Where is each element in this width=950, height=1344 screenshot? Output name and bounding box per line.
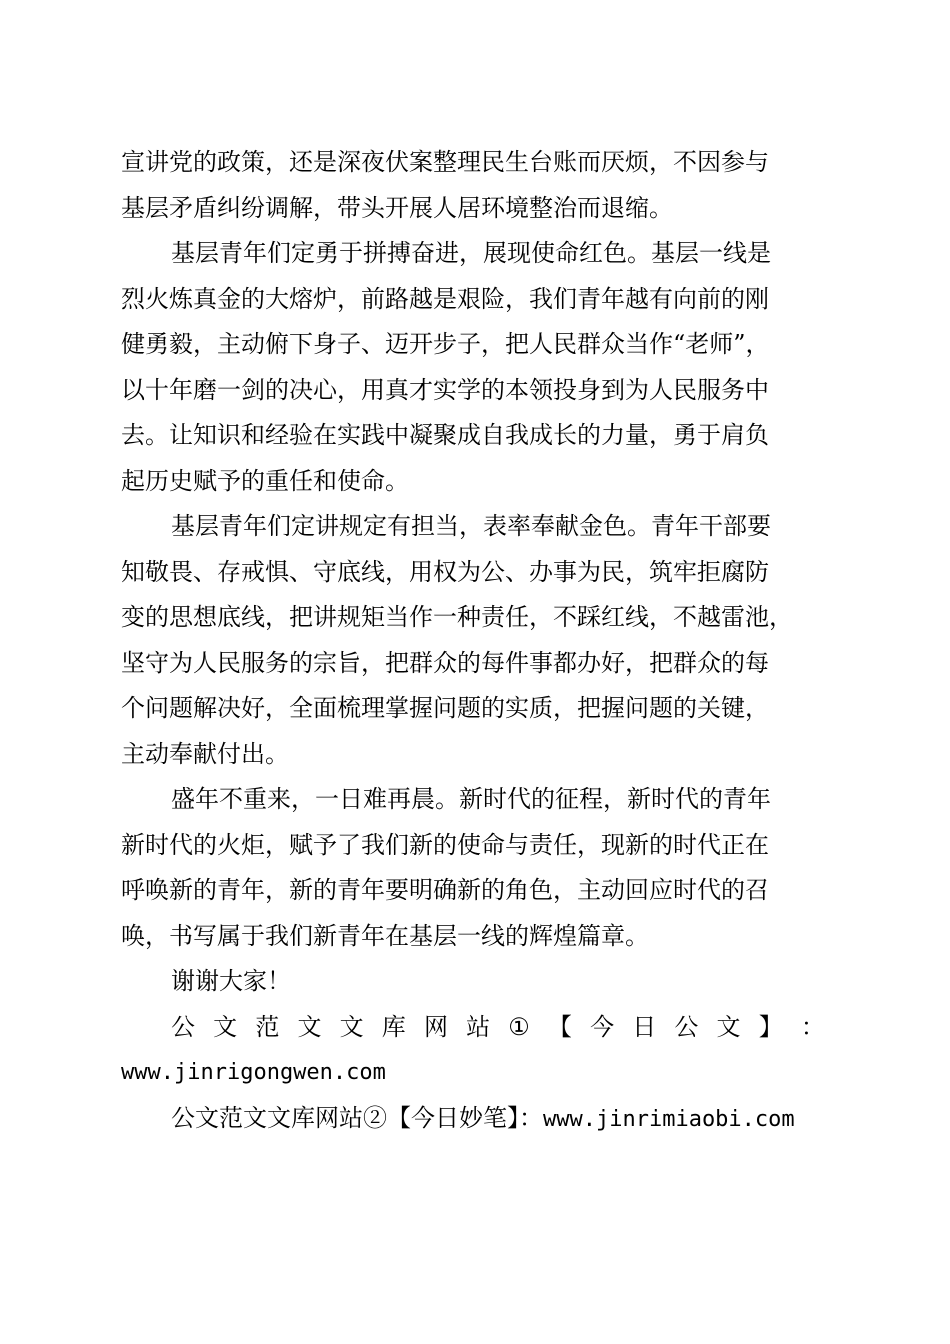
paragraph-line: 以十年磨一剑的决心，用真才实学的本领投身到为人民服务中	[121, 375, 769, 404]
footer-site-1-label-char: ：	[800, 1012, 825, 1041]
paragraph-line: 宣讲党的政策，还是深夜伏案整理民生台账而厌烦，不因参与	[121, 148, 769, 176]
paragraph-line: 坚守为人民服务的宗旨，把群众的每件事都办好，把群众的每	[121, 648, 769, 677]
footer-site-1-label-char: 公	[171, 1012, 195, 1041]
footer-site-1-label-char: ①	[508, 1012, 530, 1041]
footer-site-1-label-char: 文	[339, 1012, 364, 1041]
footer-site-1-label-char: 库	[381, 1012, 406, 1041]
paragraph-line: 知敬畏、存戒惧、守底线，用权为公、办事为民，筑牢拒腐防	[121, 557, 769, 586]
paragraph-line: 新时代的火炬，赋予了我们新的使命与责任，现新的时代正在	[121, 830, 769, 859]
footer-site-1-label-char: 网	[423, 1012, 448, 1041]
paragraph-line: 起历史赋予的重任和使命。	[121, 466, 409, 495]
footer-site-1-label-char: 【	[547, 1012, 572, 1041]
footer-site-2-label: 公文范文文库网站②【今日妙笔】：	[171, 1103, 543, 1132]
footer-site-1-label-char: 站	[466, 1012, 491, 1041]
footer-site-1-label-char: 】	[758, 1012, 783, 1041]
paragraph-line: 去。让知识和经验在实践中凝聚成自我成长的力量，勇于肩负	[121, 421, 769, 449]
footer-site-1-label-char: 范	[255, 1012, 280, 1041]
paragraph-line: 基层青年们定勇于拼搏奋进，展现使命红色。基层一线是	[171, 239, 771, 267]
footer-site-1-label-char: 公	[674, 1012, 699, 1041]
footer-site-2-url[interactable]: www.jinrimiaobi.com	[543, 1106, 795, 1132]
paragraph-line: 呼唤新的青年，新的青年要明确新的角色，主动回应时代的召	[121, 876, 769, 904]
footer-site-1-url[interactable]: www.jinrigongwen.com	[121, 1060, 386, 1085]
paragraph-line: 个问题解决好，全面梳理掌握问题的实质，把握问题的关键，	[121, 694, 769, 722]
footer-site-1-label-char: 日	[632, 1012, 657, 1041]
footer-site-1-label-char: 今	[590, 1012, 615, 1041]
paragraph-line: 烈火炼真金的大熔炉，前路越是艰险，我们青年越有向前的刚	[121, 284, 769, 313]
footer-site-1-label-char: 文	[297, 1012, 322, 1041]
paragraph-line: 唤，书写属于我们新青年在基层一线的辉煌篇章。	[121, 921, 649, 950]
footer-site-1-label	[121, 1005, 825, 1051]
footer-site-1-label-char: 文	[716, 1012, 741, 1041]
paragraph-line: 盛年不重来，一日难再晨。新时代的征程，新时代的青年	[171, 785, 771, 813]
paragraph-line: 健勇毅，主动俯下身子、迈开步子，把人民群众当作“老师”，	[121, 330, 770, 358]
paragraph-line: 基层青年们定讲规定有担当，表率奉献金色。青年干部要	[171, 512, 771, 540]
paragraph-line: 变的思想底线，把讲规矩当作一种责任，不踩红线，不越雷池，	[121, 603, 793, 631]
footer-site-1-label-char: 文	[213, 1012, 238, 1041]
closing-line: 谢谢大家！	[171, 967, 291, 995]
document-page	[121, 140, 825, 1141]
paragraph-line: 基层矛盾纠纷调解，带头开展人居环境整治而退缩。	[121, 193, 673, 222]
paragraph-line: 主动奉献付出。	[121, 739, 289, 768]
footer-site-2	[121, 1096, 825, 1142]
